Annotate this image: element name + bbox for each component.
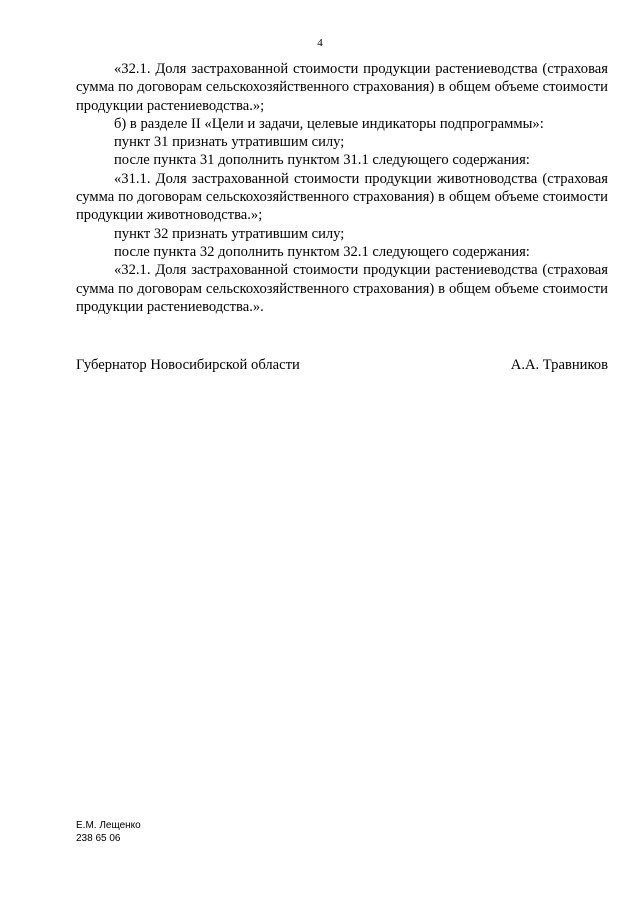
paragraph-item-31-1-livestock: «31.1. Доля застрахованной стоимости продукции животноводства (страховая сумма по договорам сельскохозяйственного страхования) в общем объеме стоимости продукции животноводства.»; [76, 170, 608, 224]
paragraph-section-ii-header: б) в разделе II «Цели и задачи, целевые индикаторы подпрограммы»: [114, 115, 544, 132]
executor-phone: 238 65 06 [76, 833, 121, 844]
signature-block [76, 356, 608, 374]
paragraph-item-32-1-plant-final: «32.1. Доля застрахованной стоимости продукции растениеводства (страховая сумма по договорам сельскохозяйственного страхования) в общем объеме стоимости продукции растениеводства.». [76, 262, 608, 315]
paragraph-add-32-1: после пункта 32 дополнить пунктом 32.1 следующего содержания: [114, 243, 530, 260]
executor-name: Е.М. Лещенко [76, 820, 141, 831]
signatory-name: А.А. Травников [510, 357, 608, 373]
paragraph-item-31-void: пункт 31 признать утратившим силу; [114, 134, 345, 151]
paragraph-item-32-1-plant: «32.1. Доля застрахованной стоимости продукции растениеводства (страховая сумма по договорам сельскохозяйственного страхования) в общем объеме стоимости продукции растениеводства.»; [76, 61, 608, 114]
paragraph-item-32-void: пункт 32 признать утратившим силу; [114, 225, 345, 242]
executor-block [76, 819, 141, 845]
signatory-position: Губернатор Новосибирской области [76, 357, 300, 373]
document-body [76, 60, 608, 316]
paragraph-add-31-1: после пункта 31 дополнить пунктом 31.1 следующего содержания: [114, 152, 530, 169]
page-number: 4 [317, 37, 323, 49]
